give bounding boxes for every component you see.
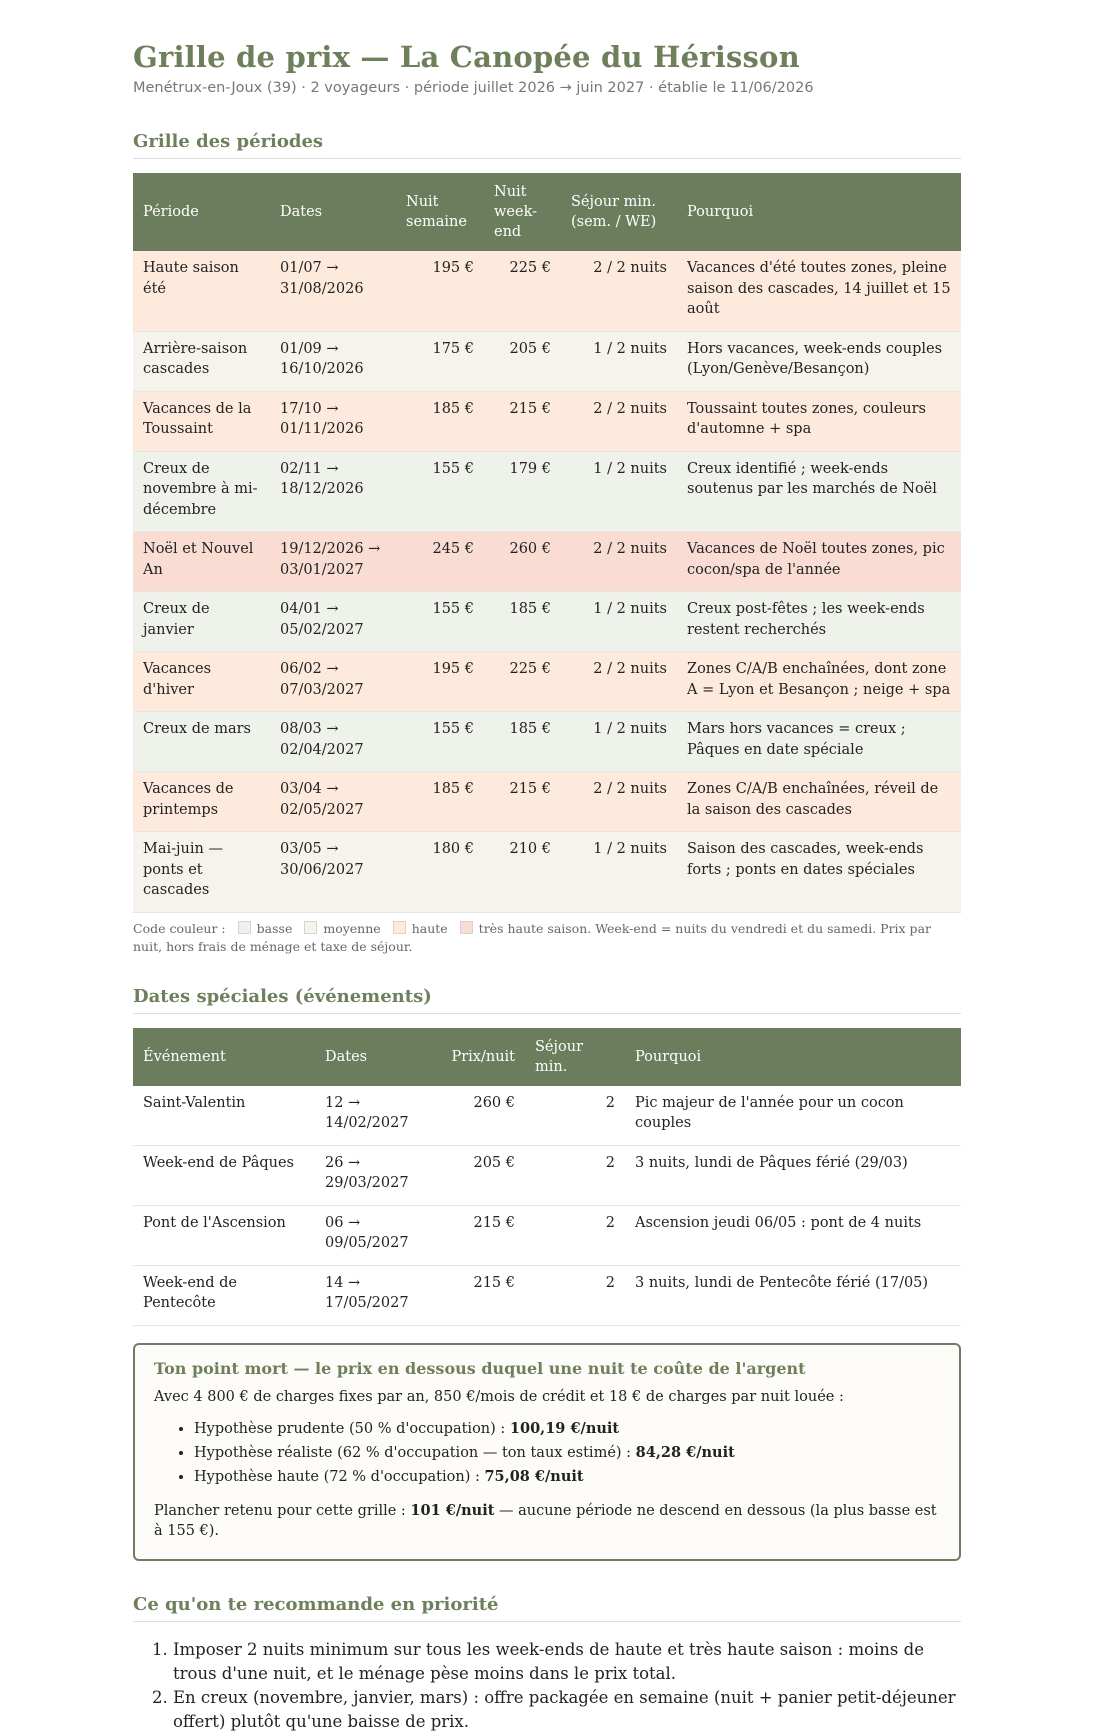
period-weekend-price: 215 € <box>484 772 561 832</box>
period-weeknight-price: 195 € <box>396 251 484 331</box>
period-min-stay: 2 / 2 nuits <box>561 391 677 451</box>
event-why: 3 nuits, lundi de Pâques férié (29/03) <box>625 1145 961 1205</box>
period-name: Arrière-saison cascades <box>133 331 270 391</box>
period-weeknight-price: 245 € <box>396 532 484 592</box>
col-event-price: Prix/nuit <box>433 1028 525 1086</box>
breakeven-list <box>154 1419 940 1487</box>
event-why: 3 nuits, lundi de Pentecôte férié (17/05) <box>625 1265 961 1325</box>
period-weekend-price: 185 € <box>484 712 561 772</box>
period-name: Vacances de la Toussaint <box>133 391 270 451</box>
period-why: Toussaint toutes zones, couleurs d'automne + spa <box>677 391 961 451</box>
period-row <box>133 832 961 913</box>
recommend-heading: Ce qu'on te recommande en priorité <box>133 1594 961 1622</box>
period-row <box>133 712 961 772</box>
period-weeknight-price: 155 € <box>396 712 484 772</box>
period-name: Vacances d'hiver <box>133 652 270 712</box>
period-weeknight-price: 195 € <box>396 652 484 712</box>
period-name: Creux de novembre à mi-décembre <box>133 451 270 532</box>
event-min-stay: 2 <box>525 1145 625 1205</box>
period-weeknight-price: 185 € <box>396 772 484 832</box>
period-dates: 06/02 → 07/03/2027 <box>270 652 396 712</box>
period-dates: 01/07 → 31/08/2026 <box>270 251 396 331</box>
breakeven-item-value: 75,08 €/nuit <box>484 1467 584 1485</box>
event-row <box>133 1086 961 1146</box>
event-dates: 14 → 17/05/2027 <box>315 1265 433 1325</box>
period-weekend-price: 260 € <box>484 532 561 592</box>
breakeven-item-value: 100,19 €/nuit <box>509 1419 620 1437</box>
period-why: Hors vacances, week-ends couples (Lyon/Genève/Besançon) <box>677 331 961 391</box>
breakeven-item-value: 84,28 €/nuit <box>635 1443 735 1461</box>
page-subtitle: Menétrux-en-Joux (39) · 2 voyageurs · période juillet 2026 → juin 2027 · établie le 11/06/2026 <box>133 80 814 96</box>
period-min-stay: 2 / 2 nuits <box>561 772 677 832</box>
event-price: 215 € <box>433 1265 525 1325</box>
event-row <box>133 1265 961 1325</box>
period-dates: 02/11 → 18/12/2026 <box>270 451 396 532</box>
breakeven-item-label: Hypothèse haute (72 % d'occupation) : <box>194 1468 480 1485</box>
period-name: Haute saison été <box>133 251 270 331</box>
period-why: Vacances d'été toutes zones, pleine saison des cascades, 14 juillet et 15 août <box>677 251 961 331</box>
period-weekend-price: 185 € <box>484 592 561 652</box>
period-weeknight-price: 175 € <box>396 331 484 391</box>
recommend-section <box>133 1594 961 1734</box>
periods-section <box>133 131 961 956</box>
event-min-stay: 2 <box>525 1205 625 1265</box>
period-why: Vacances de Noël toutes zones, pic cocon/spa de l'année <box>677 532 961 592</box>
color-legend: Code couleur : basse moyenne haute très haute saison. Week-end = nuits du vendredi et du samedi. Prix par nuit, hors frais de ménage et taxe de séjour. <box>133 920 931 954</box>
period-dates: 19/12/2026 → 03/01/2027 <box>270 532 396 592</box>
events-header-row <box>133 1028 961 1086</box>
legend-swatch-mid <box>304 921 317 934</box>
col-event-dates: Dates <box>315 1028 433 1086</box>
period-row <box>133 772 961 832</box>
period-dates: 17/10 → 01/11/2026 <box>270 391 396 451</box>
breakeven-intro: Avec 4 800 € de charges fixes par an, 850 €/mois de crédit et 18 € de charges par nuit louée : <box>154 1388 844 1405</box>
period-dates: 08/03 → 02/04/2027 <box>270 712 396 772</box>
event-why: Ascension jeudi 06/05 : pont de 4 nuits <box>625 1205 961 1265</box>
period-weekend-price: 225 € <box>484 251 561 331</box>
event-dates: 12 → 14/02/2027 <box>315 1086 433 1146</box>
event-row <box>133 1205 961 1265</box>
col-event-why: Pourquoi <box>625 1028 961 1086</box>
event-price: 260 € <box>433 1086 525 1146</box>
event-price: 205 € <box>433 1145 525 1205</box>
breakeven-item <box>194 1443 940 1463</box>
period-why: Mars hors vacances = creux ; Pâques en date spéciale <box>677 712 961 772</box>
col-period: Période <box>133 173 270 251</box>
period-weekend-price: 215 € <box>484 391 561 451</box>
period-dates: 01/09 → 16/10/2026 <box>270 331 396 391</box>
col-event-min: Séjour min. <box>525 1028 625 1086</box>
period-dates: 03/05 → 30/06/2027 <box>270 832 396 913</box>
event-name: Pont de l'Ascension <box>133 1205 315 1265</box>
period-weeknight-price: 185 € <box>396 391 484 451</box>
period-weeknight-price: 155 € <box>396 592 484 652</box>
event-dates: 06 → 09/05/2027 <box>315 1205 433 1265</box>
events-section <box>133 986 961 1326</box>
breakeven-box <box>133 1343 961 1561</box>
period-row <box>133 532 961 592</box>
event-name: Saint-Valentin <box>133 1086 315 1146</box>
periods-table <box>133 173 961 913</box>
period-min-stay: 2 / 2 nuits <box>561 251 677 331</box>
col-weeknight: Nuit semaine <box>396 173 484 251</box>
period-row <box>133 251 961 331</box>
period-name: Creux de janvier <box>133 592 270 652</box>
period-row <box>133 451 961 532</box>
period-weekend-price: 225 € <box>484 652 561 712</box>
breakeven-title: Ton point mort — le prix en dessous duquel une nuit te coûte de l'argent <box>154 1358 806 1378</box>
period-min-stay: 2 / 2 nuits <box>561 652 677 712</box>
legend-swatch-high <box>393 921 406 934</box>
period-weekend-price: 205 € <box>484 331 561 391</box>
period-min-stay: 1 / 2 nuits <box>561 832 677 913</box>
periods-header-row <box>133 173 961 251</box>
period-name: Vacances de printemps <box>133 772 270 832</box>
period-weekend-price: 179 € <box>484 451 561 532</box>
period-weeknight-price: 180 € <box>396 832 484 913</box>
event-min-stay: 2 <box>525 1265 625 1325</box>
period-min-stay: 1 / 2 nuits <box>561 712 677 772</box>
col-why: Pourquoi <box>677 173 961 251</box>
period-row <box>133 391 961 451</box>
period-min-stay: 1 / 2 nuits <box>561 451 677 532</box>
period-why: Creux identifié ; week-ends soutenus par les marchés de Noël <box>677 451 961 532</box>
event-price: 215 € <box>433 1205 525 1265</box>
page <box>133 0 961 1734</box>
period-row <box>133 592 961 652</box>
events-heading: Dates spéciales (événements) <box>133 986 961 1014</box>
periods-heading: Grille des périodes <box>133 131 961 159</box>
col-dates: Dates <box>270 173 396 251</box>
period-name: Noël et Nouvel An <box>133 532 270 592</box>
breakeven-item-label: Hypothèse réaliste (62 % d'occupation — ton taux estimé) : <box>194 1444 632 1461</box>
period-min-stay: 1 / 2 nuits <box>561 331 677 391</box>
col-weekend: Nuit week- end <box>484 173 561 251</box>
breakeven-item <box>194 1467 940 1487</box>
period-why: Zones C/A/B enchaînées, dont zone A = Lyon et Besançon ; neige + spa <box>677 652 961 712</box>
breakeven-item <box>194 1419 940 1439</box>
event-row <box>133 1145 961 1205</box>
period-weekend-price: 210 € <box>484 832 561 913</box>
events-table <box>133 1028 961 1326</box>
event-name: Week-end de Pâques <box>133 1145 315 1205</box>
period-dates: 04/01 → 05/02/2027 <box>270 592 396 652</box>
period-dates: 03/04 → 02/05/2027 <box>270 772 396 832</box>
period-name: Creux de mars <box>133 712 270 772</box>
col-minstay: Séjour min. (sem. / WE) <box>561 173 677 251</box>
period-row <box>133 652 961 712</box>
event-name: Week-end de Pentecôte <box>133 1265 315 1325</box>
legend-swatch-veryhigh <box>460 921 473 934</box>
event-dates: 26 → 29/03/2027 <box>315 1145 433 1205</box>
period-min-stay: 1 / 2 nuits <box>561 592 677 652</box>
event-min-stay: 2 <box>525 1086 625 1146</box>
breakeven-item-label: Hypothèse prudente (50 % d'occupation) : <box>194 1420 506 1437</box>
recommend-list <box>133 1638 961 1734</box>
recommend-item: 1. Imposer 2 nuits minimum sur tous les week-ends de haute et très haute saison : moins de trous d'une nuit, et le ménage pèse moins dans le prix total. <box>173 1638 961 1686</box>
event-why: Pic majeur de l'année pour un cocon couples <box>625 1086 961 1146</box>
legend-swatch-low <box>238 921 251 934</box>
period-row <box>133 331 961 391</box>
period-why: Creux post-fêtes ; les week-ends restent recherchés <box>677 592 961 652</box>
period-why: Zones C/A/B enchaînées, réveil de la saison des cascades <box>677 772 961 832</box>
period-min-stay: 2 / 2 nuits <box>561 532 677 592</box>
recommend-item: 2. En creux (novembre, janvier, mars) : offre packagée en semaine (nuit + panier petit-déjeuner offert) plutôt qu'une baisse de prix. <box>173 1686 961 1734</box>
period-why: Saison des cascades, week-ends forts ; ponts en dates spéciales <box>677 832 961 913</box>
period-weeknight-price: 155 € <box>396 451 484 532</box>
col-event: Événement <box>133 1028 315 1086</box>
breakeven-floor: Plancher retenu pour cette grille : 101 €/nuit — aucune période ne descend en dessous (la plus basse est à 155 €). <box>154 1501 937 1539</box>
period-name: Mai-juin — ponts et cascades <box>133 832 270 913</box>
page-title: Grille de prix — La Canopée du Hérisson <box>133 40 800 74</box>
